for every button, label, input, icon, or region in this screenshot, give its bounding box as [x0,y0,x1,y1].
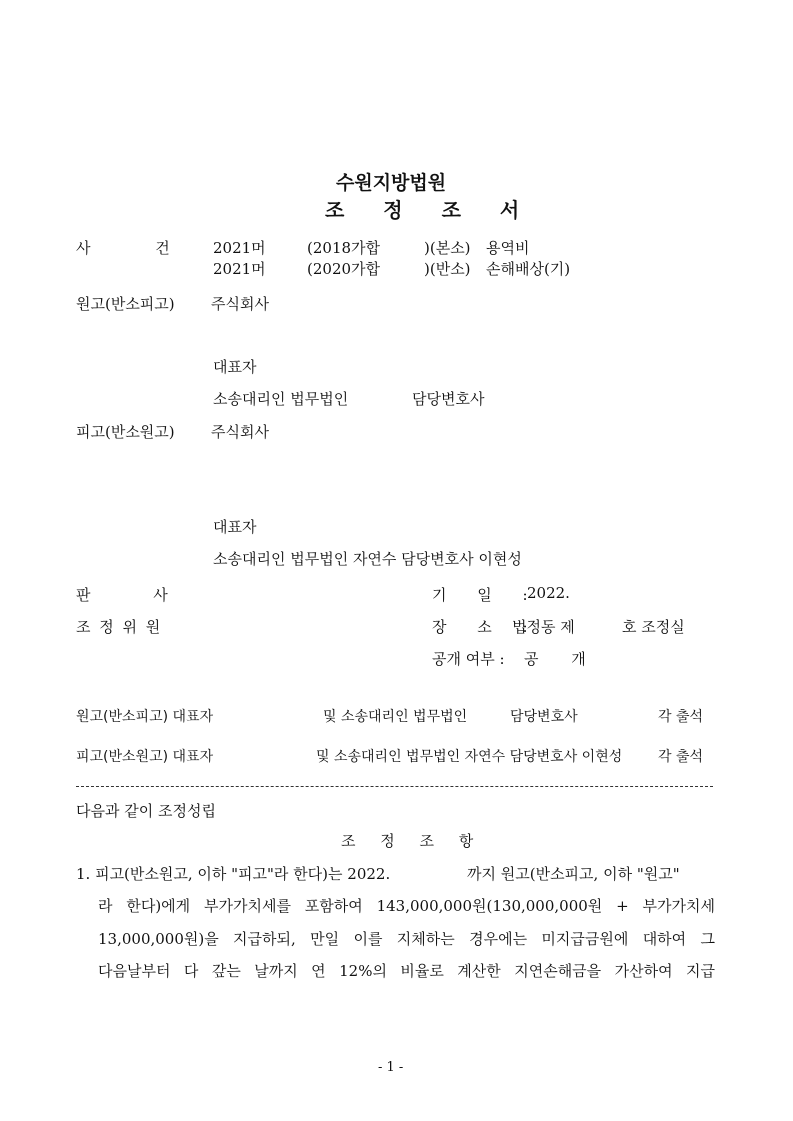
place-value: 법정동 제 [512,618,575,636]
attendance-2-middle: 및 소송대리인 법무법인 자연수 담당변호사 이현성 [316,749,623,765]
court-name: 수원지방법원 [336,172,447,194]
clause-1-line-3: 13,000,000원)을 지급하되, 만일 이를 지체하는 경우에는 미지급금원에 대하여 그 [98,930,715,948]
place-suffix: 호 조정실 [622,618,685,636]
clause-1-line-2: 라 한다)에게 부가가치세를 포함하여 143,000,000원(130,000,000원 + 부가가치세 [98,897,715,915]
defendant-rep: 대표자 [213,518,257,536]
clause-1-line-1b: 까지 원고(반소피고, 이하 "원고" [467,865,680,883]
date-label: 기 일 : [432,586,528,604]
plaintiff-agent-lawyer: 담당변호사 [412,390,485,408]
case-row-1-no: 2021머 [213,239,266,257]
judge-label: 판 사 [76,586,168,604]
case-row-1-name: 용역비 [486,239,530,257]
intro-text: 다음과 같이 조정성립 [76,802,216,820]
defendant-label: 피고(반소원고) [76,423,175,441]
case-row-2-no: 2021머 [213,260,266,278]
plaintiff-company: 주식회사 [211,295,269,313]
plaintiff-rep: 대표자 [213,358,257,376]
place-label: 장 소 : [432,618,528,636]
attendance-1-middle: 및 소송대리인 법무법인 [323,709,468,725]
section-title: 조 정 조 항 [341,832,484,850]
public-value: 공 개 [524,650,586,668]
case-row-1-role: )(본소) [424,239,471,257]
attendance-2-status: 각 출석 [658,749,704,765]
attendance-1-status: 각 출석 [658,709,704,725]
defendant-company: 주식회사 [211,423,269,441]
defendant-agent: 소송대리인 법무법인 자연수 담당변호사 이현성 [213,550,522,568]
attendance-2-party: 피고(반소원고) 대표자 [76,749,214,765]
case-row-2-role: )(반소) [424,260,471,278]
public-label: 공개 여부 : [432,650,505,668]
separator-line [76,786,713,787]
case-row-1-related: (2018가합 [307,239,381,257]
case-row-2-name: 손해배상(기) [486,260,571,278]
clause-1-line-4: 다음날부터 다 갚는 날까지 연 12%의 비율로 계산한 지연손해금을 가산하여 지급 [98,962,715,980]
clause-1-line-1a: 1. 피고(반소원고, 이하 "피고"라 한다)는 2022. [76,865,391,883]
plaintiff-label: 원고(반소피고) [76,295,175,313]
case-label: 사 건 [76,239,170,257]
mediator-label: 조 정 위 원 [76,618,163,636]
plaintiff-agent: 소송대리인 법무법인 [213,390,349,408]
page-number: - 1 - [378,1060,404,1075]
attendance-1-party: 원고(반소피고) 대표자 [76,709,214,725]
attendance-1-lawyer: 담당변호사 [510,709,578,725]
case-row-2-related: (2020가합 [307,260,381,278]
date-value: 2022. [527,584,570,602]
document-title: 조 정 조 서 [325,198,536,222]
